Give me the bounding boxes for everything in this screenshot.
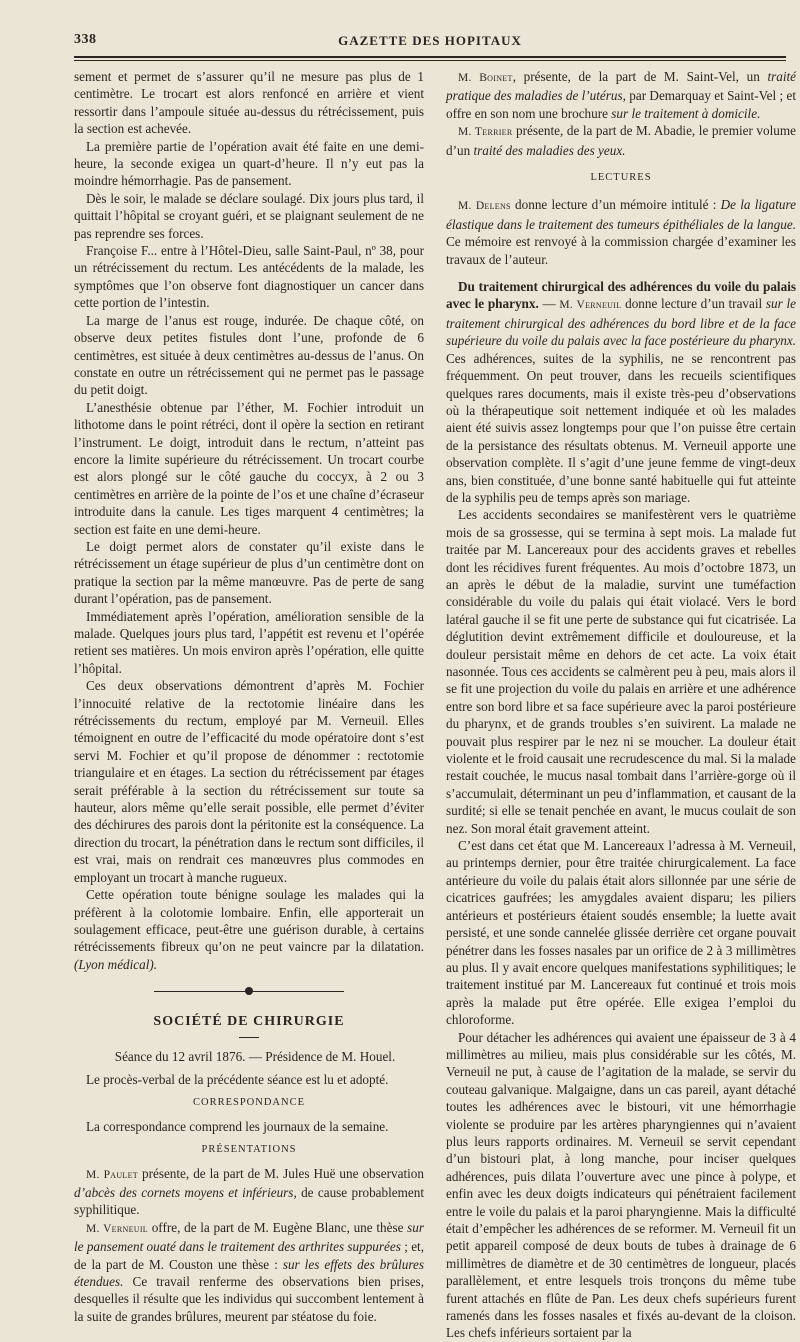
header-rule [74,56,786,58]
section-divider [74,983,424,999]
paragraph: Pour détacher les adhérences qui avaient une épaisseur de 3 à 4 millimètres au milieu, mais plus considérable sur les côtés, M. Verneuil ne put, à cause de l’agitation de la malade, se servir du couteau galvanique. Malgaigne, dans un cas pareil, ayant détaché toutes les adhérences avec le bistouri, vit une hémorrhagie violente se produire par les artères pharyngiennes qui n’avaient plus leurs rapports ordinaires. M. Verneuil se servit cependant d’un bistouri plat, à long manche, pour inciser quelques adhérences, puis dilata l’ouverture avec une pince à polype, et enfin avec les deux doigts indicateurs qui pénétraient facilement entre le voile du palais et la paroi pharyngienne. Mais la difficulté était d’empêcher les adhérences de se reformer. M. Verneuil fit un petit appareil composé de deux bouts de tubes à drainage de 6 millimètres de diamètre et de 30 centimètres de longueur, placés parallèlement, et entre lesquels trois tronçons du même tube furent attachés en flûte de Pan. Les deux chefs supérieurs furent ramenés dans les fosses nasales et fixés au-devant de la cloison. Les chefs inférieurs sortaient par la [446,1029,796,1341]
speaker-name: M. Verneuil [86,1222,148,1235]
work-title: traité des maladies des yeux. [473,142,626,158]
presentation-entry [446,68,796,122]
presentations-heading: PRÉSENTATIONS [201,1144,297,1156]
presentation-entry [446,122,796,159]
article-entry: Du traitement chirurgical des adhérences du voile du palais avec le pharynx. — M. Verneuil donne lecture d’un travail sur le traitement chirurgical des adhérences du bord libre et de la face supérieure du voile du palais avec la face postérieure du pharynx. Ces adhérences, suites de la syphilis, ne se rencontrent pas fréquemment. On peut trouver, dans les recueils scientifiques quelques rares documents, mais il existe très-peu d’observations où la thérapeutique soit nettement indiquée et où les malades aient été suivis assez longtemps pour que l’on puisse être certain de la persistance des résultats obtenus. M. Verneuil apporte une observation complète. Il s’agit d’une jeune femme de vingt-deux ans, bien constituée, d’une bonne santé habituelle qui fut atteinte de la syphilis peu de temps après son mariage. [446,279,797,505]
entry-text: donne lecture d’un travail [621,296,766,312]
entry-text: par Demarquay et Saint-Vel ; et offre en son nom une brochure [446,88,796,121]
entry-text: présente, de la part de M. Abadie, le premier volume d’un [446,123,796,158]
speaker-name: M. Delens [458,200,511,213]
entry-text: , présente, de la part de M. Saint-Vel, un [512,69,768,84]
paragraph: Immédiatement après l’opération, amélioration sensible de la malade. Quelques jours plus tard, l’appétit est revenu et l’opérée retient ses matières. Un mois environ après l’opération, elle quitte l’hôpital. [74,608,424,676]
session-line: Séance du 12 avril 1876. — Présidence de M. Houel. [114,1048,396,1064]
page-number: 338 [74,32,97,47]
correspondance-heading: CORRESPONDANCE [192,1097,306,1109]
lecture-entry [446,196,796,268]
paragraph: Françoise F... entre à l’Hôtel-Dieu, salle Saint-Paul, nº 38, pour un rétrécissement du rectum. Les antécédents de la malade, les symptômes que l’on observe font diagnostiquer un cancer dans cette portion de l’intestin. [74,243,424,311]
correspondance-text: La correspondance comprend les journaux de la semaine. [86,1118,389,1134]
speaker-name: M. Boinet [458,72,513,84]
paragraph: L’anesthésie obtenue par l’éther, M. Fochier introduit un lithotome dans le point rétréci, dont il opère la section en retirant l’instrument. Le doigt, introduit dans le rectum, n’atteint pas encore la limite supérieure du rétrécissement. Un trocart courbe est alors plongé sur le côté gauche du coccyx, à 2 ou 3 centimètres en arrière de la pointe de l’os et une chaîne d’écraseur introduite dans la canule. Les tiges marquent 4 centimètres; la section est faite en une demi-heure. [74,399,424,537]
entry-text: Ce mémoire est renvoyé à la commission chargée d’examiner les travaux de l’auteur. [446,234,796,267]
paragraph: sement et permet de s’assurer qu’il ne mesure pas plus de 1 centimètre. Le trocart est alors renfoncé en arrière et vient ressortir dans l’ampoule située au-dessus du rétrécissement, puis la section est achevée. [74,69,424,137]
speaker-name: M. Terrier [458,126,513,139]
right-column [446,68,796,1342]
work-title: De la ligature élastique dans le traitement des tumeurs épithéliales de la langue. [446,197,796,232]
work-title: sur le traitement chirurgical des adhérences du bord libre et de la face supérieure du voile du palais avec la face postérieure du pharynx. [446,296,797,349]
entry-text: Ces adhérences, suites de la syphilis, ne se rencontrent pas fréquemment. On peut trouver, dans les recueils scientifiques quelques rares documents, mais il existe très-peu d’observations où la thérapeutique soit nettement indiquée et où les malades aient été suivis assez longtemps pour que l’on puisse être certain de la persistance des résultats obtenus. M. Verneuil apporte une observation complète. Il s’agit d’une jeune femme de vingt-deux ans, bien constituée, d’une bonne santé habituelle qui fut atteinte de la syphilis peu de temps après son mariage. [446,350,796,505]
paragraph: La première partie de l’opération avait été faite en une demi-heure, la seconde exigea un quart-d’heure. Il n’y eut pas la moindre hémorrhagie. Pas de pansement. [74,138,424,189]
work-title: sur le traitement à domicile. [611,105,761,121]
paragraph: Les accidents secondaires se manifestèrent vers le quatrième mois de sa grossesse, qui se termina à sept mois. La malade fut traitée par M. Lancereaux pour des accidents graves et rebelles dont les récidives furent fréquentes. Au mois d’octobre 1873, un an après le début de la maladie, survint une tuméfaction considérable du voile du palais qui était violacé. Vers le bord latéral gauche il se fit une perte de substance qui fut cicatrisée. La déglutition devint extrêmement difficile et douloureuse, et la douleur persistait même en dehors de cet acte. La voix était nasonnée. Tous ces accidents se calmèrent peu à peu, mais alors il se fit une projection du voile du palais en arrière et une adhérence entre son bord libre et sa face supérieure avec la paroi postérieure du pharynx, et de grands troubles s’en suivirent. La malade ne pouvait plus respirer par le nez ni se moucher. La douleur était violente et le froid causait une recrudescence du mal. Si la malade restait couchée, le mucus nasal tombait dans l’arrière-gorge où il s’accumulait, déterminant un peu d’inflammation, et causant de la surdité; si elle se tenait penchée en avant, le mucus coulait de son nez. Son moral était gravement atteint. [446,507,796,836]
paragraph: La marge de l’anus est rouge, indurée. De chaque côté, on observe deux petites fistules dont l’une, profonde de 6 centimètres, est située à deux centimètres au-dessus de l’anus. On constate en outre un rétrécissement qui ne permet pas le passage du petit doigt. [74,312,424,398]
paragraph: C’est dans cet état que M. Lancereaux l’adressa à M. Verneuil, au printemps dernier, pour être traitée chirurgicalement. La face antérieure du voile du palais était alors sillonnée par une série de cicatrices gaufrées; les amygdales avaient disparu; les piliers antérieurs et postérieurs étaient soudés ensemble; la luette avait persisté, et une sonde cannelée glissée derrière cet organe pouvait pénétrer dans les fosses nasales par un orifice de 2 à 3 millimètres au plus. Il y avait encore quelques manifestations syphilitiques; le traitement institué par M. Lancereaux fut continué et trois mois après la malade put être opérée. Elle exigea l’emploi du chloroforme. [446,838,796,1028]
left-column [74,68,424,1325]
paragraph: Le doigt permet alors de constater qu’il existe dans le rétrécissement un étage supérieur de plus d’un centimètre dont on pratique la section par la même manœuvre. Pas de perte de sang durant l’opération, pas de pansement. [74,538,424,607]
entry-text: offre, de la part de M. Eugène Blanc, une thèse [148,1219,408,1235]
source-citation: (Lyon médical). [74,956,158,972]
work-title: sur les effets des brûlures étendues. [74,1256,424,1289]
journal-title: GAZETTE DES HOPITAUX [338,33,522,48]
entry-text: donne lecture d’un mémoire intitulé : [510,197,721,213]
paragraph-text: Cette opération toute bénigne soulage les malades qui la préfèrent à la colotomie lombaire. Enfin, elle apporterait un soulagement efficace, peut-être une guérison durable, à certains rétrécissements fibreux qu’on ne peut vaincre par la dilatation. [74,887,424,955]
society-title: SOCIÉTÉ DE CHIRURGIE [153,1014,345,1030]
work-title: traité pratique des maladies de l’utérus, [446,69,797,104]
work-title: sur le pansement ouaté dans le traitement des arthrites suppurées [74,1219,424,1255]
paragraph [74,886,424,973]
lectures-heading: LECTURES [590,172,652,184]
presentation-entry [74,1165,424,1219]
paragraph: Ces deux observations démontrent d’après M. Fochier l’innocuité relative de la rectotomie linéaire dans les rétrécissements du rectum, employé par M. Verneuil. Elles témoignent en outre de l’efficacité du mode opératoire dont s’est servi M. Fochier et qu’il propose de dénommer : rectotomie triangulaire et en étages. La section du rétrécissement par étages serait préférable à la section du rétrécissement sur toute sa hauteur, alors même qu’elle serait possible, elle permet d’éviter des déchirures des parois dont la péritonite est la conséquence. La direction du trocart, la pénétration dans le rectum sont difficiles, il est vrai, mais on rendrait ces manœuvres plus commodes en employant un trocart à manche rugueux. [74,678,424,885]
minutes-line: Le procès-verbal de la précédente séance est lu et adopté. [86,1071,389,1087]
entry-text: présente, de la part de M. Jules Huë une observation [137,1165,424,1181]
presentation-entry [74,1219,424,1325]
paragraph: Dès le soir, le malade se déclare soulagé. Dix jours plus tard, il quittait l’hôpital se croyant guéri, et se plaignant seulement de ne pas reprendre ses forces. [74,190,424,241]
entry-text: Ce travail renferme des observations bien prises, desquelles il résulte que les individus qui succombent lentement à la suite de grandes brûlures, meurent par stéatose du foie. [74,1274,424,1324]
article-title: Du traitement chirurgical des adhérences du voile du palais avec le pharynx. [446,279,796,312]
page-header [74,30,786,56]
speaker-name: M. Verneuil [559,299,622,312]
entry-text: ; et, de la part de M. Couston une thèse : [74,1239,425,1272]
entry-text: de cause probablement syphilitique. [74,1184,424,1218]
header-rule-thin [74,60,786,61]
speaker-name: M. Paulet [86,1168,138,1181]
work-title: d’abcès des cornets moyens et inférieurs, [74,1184,297,1200]
